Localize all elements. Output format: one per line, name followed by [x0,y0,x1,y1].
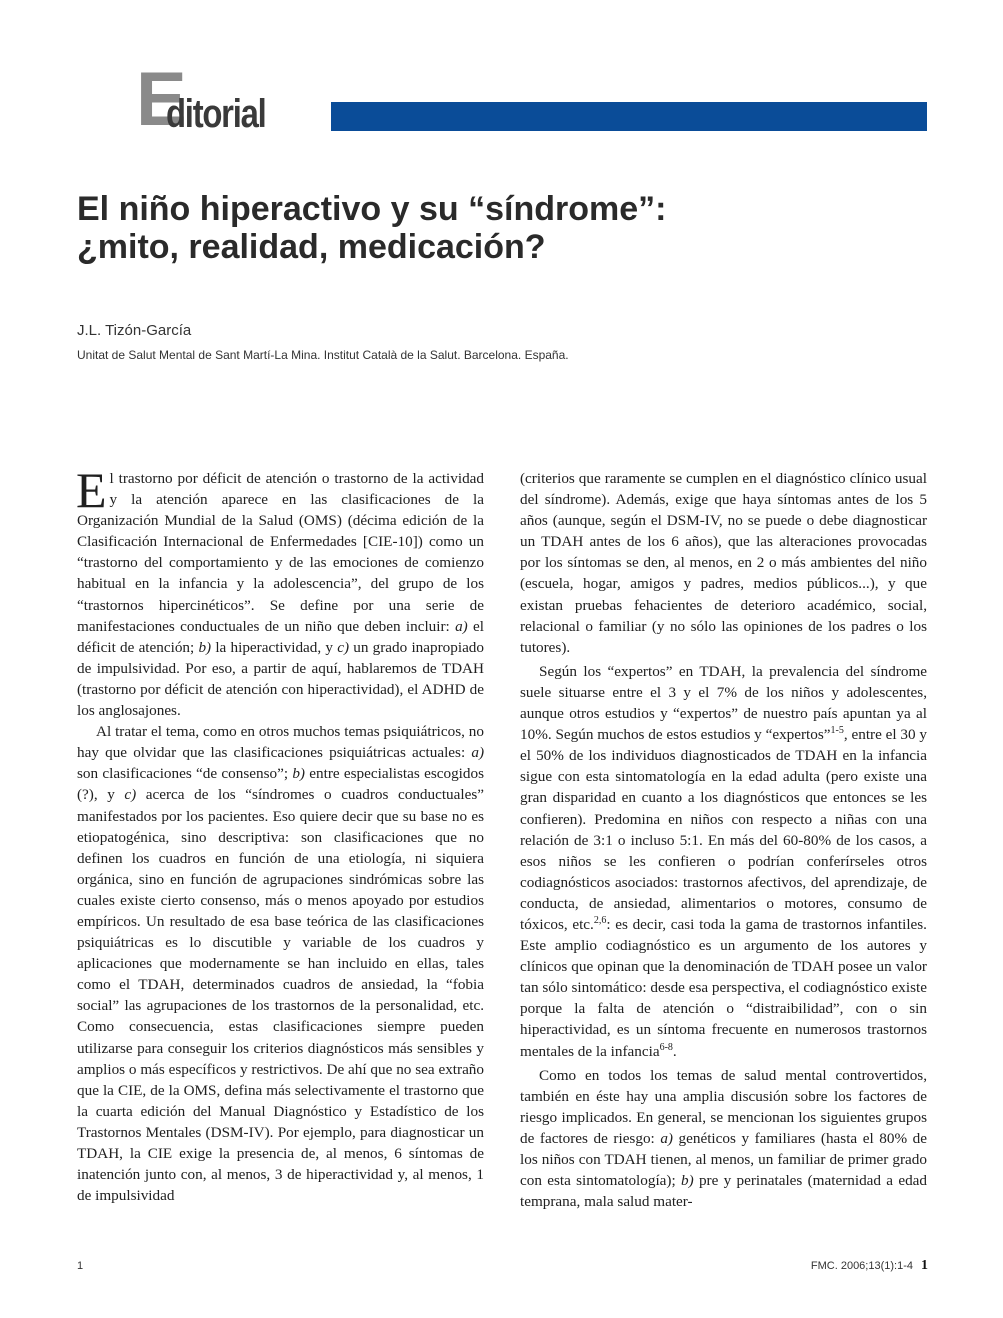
reference-marker: 1-5 [830,725,844,737]
article-title [77,190,937,266]
paragraph-5: Como en todos los temas de salud mental controvertidos, también en éste hay una amplia discusión sobre los factores de riesgo implicados. En general, se mencionan los siguientes grupos de factores de riesgo: a) genéticos y familiares (hasta el 80% de los niños con TDAH tienen, al menos, un familiar de primer grado con esta sintomatología); b) pre y perinatales (maternidad a edad temprana, mala salud mater- [520,1066,928,1211]
footer-page-number-left: 1 [77,1260,84,1272]
column-left [76,462,485,1206]
citation-text: FMC. 2006;13(1):1-4 [810,1260,913,1272]
author-name: J.L. Tizón-García [77,322,192,339]
paragraph-3: (criterios que raramente se cumplen en el diagnóstico clínico usual del síndrome). Además, exige que haya síntomas antes de los 5 años (aunque, según el DSM-IV, no se puede o debe diagnosticar un TDAH antes de los 6 años), que las alteraciones provocadas por los síntomas se den, al menos, en 2 o más ambientes del niño (escuela, hogar, amigos y padres, medios públicos...), y que existan pruebas fehacientes de deterioro académico, social, relacional o familiar (y no sólo las opiniones de los padres o los tutores). [520,470,927,656]
footer-page-number-right: 1 [921,1258,928,1273]
masthead-word: ditorial [166,92,266,136]
title-line-1: El niño hiperactivo y su “síndrome”: [77,190,667,228]
author-affiliation: Unitat de Salut Mental de Sant Martí-La Mina. Institut Català de la Salut. Barcelona. España. [77,348,569,362]
reference-marker: 6-8 [659,1041,673,1053]
masthead-logo [136,57,306,142]
paragraph-2: Al tratar el tema, como en otros muchos temas psiquiátricos, no hay que olvidar que las clasificaciones psiquiátricas actuales: a) son clasificaciones “de consenso”; b) entre especialistas escogidos (?), y c) acerca de los “síndromes o cuadros conductuales” manifestados por los pacientes. Eso quiere decir que su base no es etiopatogénica, sino descriptiva: son clasificaciones que no definen los cuadros en función de una etiología, ni siquiera orgánica, sino en función de agrupaciones sindrómicas sobre las cuales existe cierto consenso, más o menos apoyado por estudios empíricos. Un resultado de esa base teórica de las clasificaciones psiquiátricas es lo discutible y variable de los cuadros y aplicaciones que modernamente se han incluido en ellas, tales como el TDAH, determinados cuadros de ansiedad, la “fobia social” las agrupaciones de los trastornos de la personalidad, etc. Como consecuencia, estas clasificaciones siempre pueden utilizarse para conseguir los criterios diagnósticos más sensibles y amplios o más específicos y restrictivos. De ahí que no sea extraño que la CIE, de la OMS, defina más selectivamente el trastorno que la cuarta edición del Manual Diagnóstico y Estadístico de los Trastornos Mentales (DSM-IV). Por ejemplo, para diagnosticar un TDAH, la CIE exige la presencia de, al menos, 6 síntomas de inatención junto con, al menos, 3 de hiperactividad y, al menos, 1 de impulsividad [77,723,485,1205]
column-right [520,468,927,1212]
title-line-2: ¿mito, realidad, medicación? [77,228,546,266]
paragraph-4: Según los “expertos” en TDAH, la prevalencia del síndrome suele situarse entre el 3 y el 7% de los niños y adolescentes, aunque otros estudios y “expertos” de nuestro país apuntan ya al 10%. Según muchos de estos estudios y “expertos”$^{1-5}$, entre el 30 y el 50% de los individuos diagnosticados de TDAH en la infancia sigue con esta sintomatología en la edad adulta (pero existe una gran disparidad en cuanto a los diagnósticos que entonces se les confieren). Predomina en niños con respecto a niñas con una relación de 3:1 o incluso 5:1. En más del 60-80% de los casos, a esos niños se les confieren o podrían conferírseles otros codiagnósticos asociados: trastornos afectivos, del aprendizaje, de conducta, de ansiedad, alimentarios o motores, consumo de tóxicos, etc.$^{2,6}$: es decir, casi toda la gama de trastornos infantiles. Este amplio codiagnóstico es un argumento de los autores y clínicos que opinan que la denominación de TDAH posee un valor tan sólo sintomático: desde esa perspectiva, el codiagnóstico existe porque la falta de atención o “distraibilidad”, con o sin hiperactividad, es un síntoma frecuente en numerosos trastornos mentales de la infancia$^{6-8}$. [520,662,927,1060]
masthead-bar [331,102,927,131]
paragraph-1: El trastorno por déficit de atención o trastorno de la actividad y la atención aparece en las clasificaciones de la Organización Mundial de la Salud (OMS) (décima edición de la Clasificación Internacional de Enfermedades [CIE-10]) como un “trastorno del comportamiento y de las emociones de comienzo habitual en la infancia y la adolescencia”, del grupo de los “trastornos hipercinéticos”. Se define por una serie de manifestaciones conductuales de un niño que deben incluir: a) el déficit de atención; b) la hiperactividad, y c) un grado inapropiado de impulsividad. Por eso, a partir de aquí, hablaremos de TDAH (trastorno por déficit de atención con hiperactividad), el ADHD de los anglosajones. [76,462,484,720]
footer-citation [811,1258,928,1274]
reference-marker: 2,6 [593,914,607,926]
masthead-letter: E [136,57,185,142]
drop-cap: E [76,462,107,518]
